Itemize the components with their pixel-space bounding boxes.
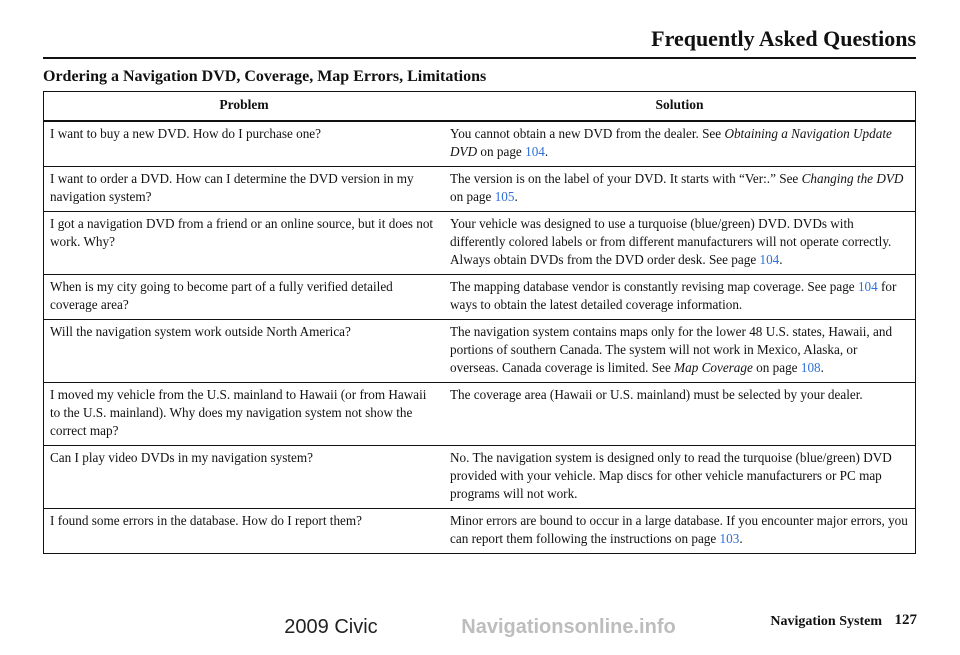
solution-cell [444,121,916,167]
faq-row [44,212,916,275]
problem-cell: When is my city going to become part of a fully verified detailed coverage area? [44,275,445,320]
solution-text: . [544,144,549,159]
footer-page-number: 127 [894,612,917,628]
solution-text: for ways to obtain the latest detailed coverage information. [450,279,897,312]
solution-text: Minor errors are bound to occur in a large database. If you encounter major errors, you can report them following the instructions on page [450,513,908,546]
problem-cell: I want to buy a new DVD. How do I purchase one? [44,121,445,167]
page-link[interactable]: 103 [719,531,740,546]
solution-text: The mapping database vendor is constantly revising map coverage. See page [450,279,858,294]
faq-row [44,446,916,509]
solution-text: No. The navigation system is designed only to read the turquoise (blue/green) DVD provided with your vehicle. Map discs for other vehicle manufacturers or PC map programs will not work. [450,450,892,501]
faq-row [44,509,916,554]
problem-cell: I found some errors in the database. How do I report them? [44,509,445,554]
page-link[interactable]: 104 [525,144,545,159]
solution-reference: Changing the DVD [801,171,904,186]
page-link[interactable]: 105 [494,189,515,204]
faq-row [44,167,916,212]
faq-rows [44,121,916,554]
faq-header-row [44,92,916,122]
solution-text: The navigation system contains maps only for the lower 48 U.S. states, Hawaii, and portions of southern Canada. The system will not work in Mexico, Alaska, or overseas. Canada coverage is limited. See [450,324,893,375]
solution-cell [444,167,916,212]
watermark-model: 2009 Civic [284,616,378,638]
solution-text: The version is on the label of your DVD. It starts with “Ver:.” See [450,171,802,186]
problem-cell: I want to order a DVD. How can I determine the DVD version in my navigation system? [44,167,445,212]
solution-text: on page [450,189,495,204]
faq-row [44,383,916,446]
faq-table [43,91,916,554]
faq-row [44,121,916,167]
watermark [0,616,960,639]
solution-cell [444,383,916,446]
page-link[interactable]: 104 [857,279,878,294]
problem-cell: Can I play video DVDs in my navigation system? [44,446,445,509]
solution-text: . [514,189,518,204]
solution-text: . [779,252,783,267]
faq-row [44,320,916,383]
footer-section-label: Navigation System [770,614,882,629]
section-heading: Ordering a Navigation DVD, Coverage, Map Errors, Limitations [43,68,487,85]
solution-text: on page [477,144,526,159]
solution-text: The coverage area (Hawaii or U.S. mainland) must be selected by your dealer. [450,387,863,402]
problem-column-header: Problem [44,92,445,122]
solution-text: Your vehicle was designed to use a turquoise (blue/green) DVD. DVDs with differently colored labels or from different manufacturers will not operate correctly. Always obtain DVDs from the DVD order desk. See page [450,216,892,267]
solution-text: You cannot obtain a new DVD from the dealer. See [450,126,725,141]
page-title: Frequently Asked Questions [651,26,916,51]
solution-text: on page [752,360,801,375]
solution-cell [444,212,916,275]
problem-cell: Will the navigation system work outside North America? [44,320,445,383]
solution-cell [444,320,916,383]
solution-cell [444,509,916,554]
solution-text: . [739,531,743,546]
problem-cell: I got a navigation DVD from a friend or an online source, but it does not work. Why? [44,212,445,275]
solution-column-header: Solution [444,92,916,122]
solution-reference: Obtaining a Navigation Update DVD [450,126,892,159]
solution-text: . [820,360,824,375]
title-rule [43,57,916,59]
solution-reference: Map Coverage [674,360,753,375]
solution-cell [444,446,916,509]
page-link[interactable]: 104 [759,252,780,267]
problem-cell: I moved my vehicle from the U.S. mainland to Hawaii (or from Hawaii to the U.S. mainland). Why does my navigation system not show the correct map? [44,383,445,446]
page-link[interactable]: 108 [800,360,821,375]
solution-cell [444,275,916,320]
watermark-site: Navigationsonline.info [461,616,676,638]
faq-row [44,275,916,320]
